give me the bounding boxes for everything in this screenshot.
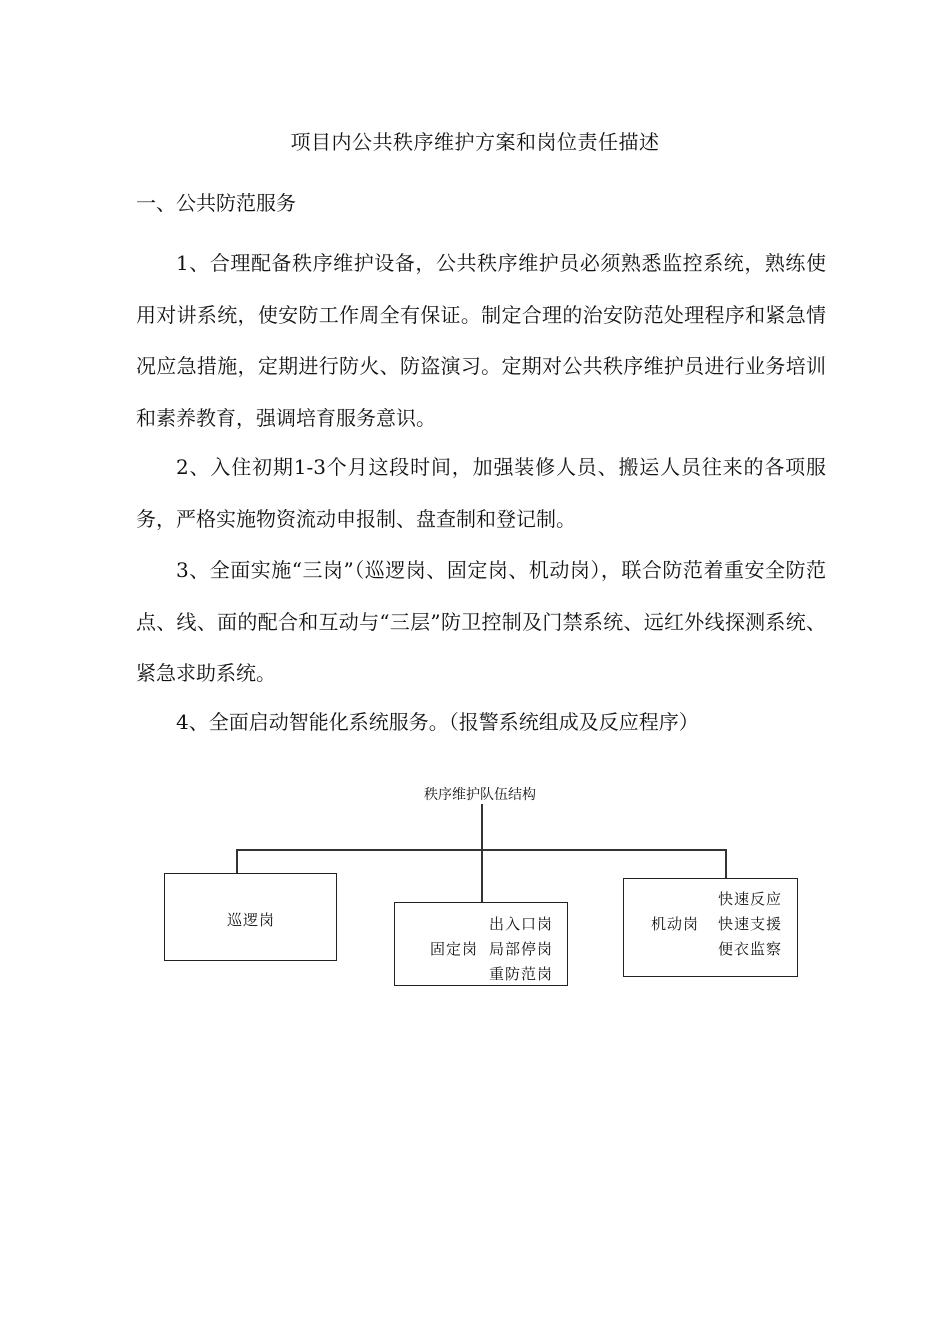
org-chart xyxy=(0,770,950,1000)
paragraph-1: 1、合理配备秩序维护设备，公共秩序维护员必须熟悉监控系统，熟练使用对讲系统，使安防工作周全有保证。制定合理的治安防范处理程序和紧急情况应急措施，定期进行防火、防盗演习。定期对公共秩序维护员进行业务培训和素养教育，强调培育服务意识。 xyxy=(136,251,826,430)
fixed-duty-1: 出入口岗 xyxy=(489,915,554,933)
section-heading: 一、公共防范服务 xyxy=(136,191,296,215)
paragraph-2: 2、入住初期1-3个月这段时间，加强装修人员、搬运人员往来的各项服务，严格实施物资流动申报制、盘查制和登记制。 xyxy=(136,455,826,531)
fixed-post-label: 固定岗 xyxy=(430,940,479,958)
fixed-post-box xyxy=(394,902,568,986)
paragraph-3: 3、全面实施“三岗”（巡逻岗、固定岗、机动岗），联合防范着重安全防范点、线、面的配合和互动与“三层”防卫控制及门禁系统、远红外线探测系统、紧急求助系统。 xyxy=(136,558,826,685)
document-title: 项目内公共秩序维护方案和岗位责任描述 xyxy=(290,130,660,154)
mobile-duty-1: 快速反应 xyxy=(718,890,783,908)
org-chart-title: 秩序维护队伍结构 xyxy=(424,787,536,803)
patrol-post-label: 巡逻岗 xyxy=(227,911,276,929)
mobile-post-label: 机动岗 xyxy=(651,915,700,933)
mobile-post-box xyxy=(623,878,798,977)
org-mobile-connector xyxy=(725,849,727,879)
fixed-duty-2: 局部停岗 xyxy=(489,940,554,958)
fixed-duty-3: 重防范岗 xyxy=(489,965,554,983)
org-patrol-connector xyxy=(236,849,238,874)
org-fixed-connector xyxy=(481,849,483,902)
mobile-duty-2: 快速支援 xyxy=(718,915,783,933)
org-root-connector xyxy=(481,804,483,850)
patrol-post-box xyxy=(164,873,337,961)
paragraph-4: 4、全面启动智能化系统服务。（报警系统组成及反应程序） xyxy=(176,710,699,734)
mobile-duty-3: 便衣监察 xyxy=(718,940,783,958)
